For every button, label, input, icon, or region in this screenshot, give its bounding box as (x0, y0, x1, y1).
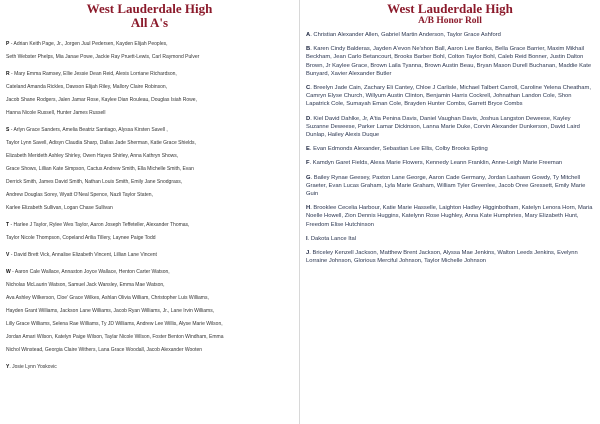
student-names: . Brooklee Cecelia Harbour, Katie Marie Hasselle, Laighton Hadley Higginbotham, Katelyn Lenora Horn, Maria Noelle Howell, Zion Dennis Huggins, Katelynn Rose Hughley, Anna Kate Humphries, Mary Elizabeth Hunt, Freedom Elise Hutchinson (306, 205, 593, 228)
section-letter: A (306, 32, 311, 38)
name-line (6, 318, 293, 331)
name-line (6, 189, 293, 202)
student-names: Cateland Amanda Rickles, Dawson Elijah Riley, Mallory Claire Robinson, (6, 84, 168, 90)
student-names: . Kiel David Dahlke, Jr, A'tia Penina Davis, Daniel Vaughan Davis, Joshua Langston Deweese, Kayley Suzanne Deweese, Parker Lamar Dickinson, Lanna Marie Duke, Corvin Alexander Dunkerson, David Laird Dunlap, Hailey Alexis Duque (306, 115, 580, 139)
name-line (6, 163, 293, 176)
all-as-list (6, 38, 293, 374)
student-names: Jacob Shane Rodgers, Jalen Jamar Rose, Kaylee Dian Rouleau, Douglas Isiah Rowe, (6, 97, 197, 103)
ab-honor-roll-heading: A/B Honor Roll (418, 16, 482, 26)
name-line (6, 361, 293, 374)
name-line (6, 124, 293, 137)
student-names: - David Brett Vick, Annalise Elizabeth Vincent, Lillian Lane Vincent (9, 252, 157, 258)
name-line (6, 292, 293, 305)
section-letter: T (6, 222, 10, 228)
name-line (6, 305, 293, 318)
student-names: . Dakota Lance Ital (307, 235, 356, 242)
student-names: Taylor Nicole Thompson, Copeland Arilia Tillery, Laynee Paige Todd (6, 235, 156, 241)
ab-honor-roll-column (300, 0, 600, 424)
section-letter: W (6, 269, 11, 275)
name-line (6, 107, 293, 120)
letter-group (306, 204, 594, 229)
student-names: Nicholas McLaurin Watson, Samuel Jack Wansley, Emma Mae Watson, (6, 282, 165, 288)
section-letter: E (306, 146, 310, 153)
letter-group (306, 159, 594, 167)
name-line (6, 266, 293, 279)
name-line (6, 51, 293, 64)
student-names: . Briceley Kenzell Jackson, Matthew Brent Jackson, Alyssa Mae Jenkins, Walton Leeds Jenkins, Evelynn Lorraine Johnson, Glorious Merciful Johnson, Taylor Michelle Johnson (306, 250, 578, 265)
student-names: - Mary Emma Ramsey, Ellie Jessie Dean Reid, Alexis Lorriane Richardson, (9, 71, 177, 77)
student-names: Hayden Grant Williams, Jackson Lane Williams, Jacob Ryan Williams, Jr., Lane Irvin Williams, (6, 308, 215, 314)
student-names: Derrick Smith, James David Smith, Nathan Louis Smith, Emily Jane Snodgrass, (6, 179, 183, 185)
student-names: Hanna Nicole Russell, Hunter James Russell (6, 110, 106, 116)
section-letter: Y (6, 364, 10, 370)
name-line (6, 279, 293, 292)
name-line (6, 38, 293, 51)
name-line (6, 176, 293, 189)
student-names: - Harlee J Taylor, Rylee Wes Taylor, Aaron Joseph Teffeteller, Alexander Thomas, (9, 222, 190, 228)
student-names: Andrew Douglas Sorey, Wyatt O'Neal Spence, Nazli Taylor Staten, (6, 192, 153, 198)
student-names: . Christian Alexander Allen, Gabriel Martin Anderson, Taylor Grace Ashford (310, 32, 501, 38)
all-as-heading: All A's (130, 15, 169, 30)
letter-group (306, 174, 594, 199)
name-line (6, 150, 293, 163)
name-line (6, 68, 293, 81)
student-names: . Breelyn Jade Cain, Zachary Eli Cantey, Chloe J Carlisle, Michael Talbert Carroll, Caroline Yelena Cheatham, Camryn Elyse Church, Willyum Austin Clinton, Benjamin Harris Cockrell, Johnathan Landon Cole, Shon Lapatrick Cole, Sumayah Eman Cole, Brayden Hunter Combs, Garrett Bryce Combs (306, 85, 591, 108)
section-letter: H (306, 205, 311, 212)
section-letter: F (306, 160, 310, 167)
section-letter: G (306, 174, 311, 181)
student-names: Lilly Grace Williams, Selena Rae Williams, Ty JD Williams, Andrew Lee Willis, Alyse Marie Wilson, (6, 321, 223, 327)
ab-honor-roll-list (306, 31, 594, 265)
letter-group (306, 84, 594, 109)
student-names: - Adrian Keith Page, Jr., Jorgen Juul Pedersen, Kayden Elijah Peoples, (9, 41, 168, 47)
student-names: Elizabeth Merideth Ashley Shirley, Owen Hayes Shirley, Anna Kathryn Shows, (6, 153, 179, 159)
student-names: - Aaron Cale Wallace, Annaston Joyce Wallace, Henton Carter Watson, (10, 269, 170, 275)
section-letter: J (306, 250, 310, 257)
name-line (6, 202, 293, 215)
left-school-title: West Lauderdale High (86, 1, 213, 16)
name-line (6, 232, 293, 245)
letter-group (306, 235, 594, 243)
section-letter: P (6, 41, 10, 47)
name-line (6, 137, 293, 150)
section-letter: R (6, 71, 10, 77)
name-line (6, 344, 293, 357)
letter-group (306, 115, 594, 140)
student-names: Ava Ashley Wilkerson, Cloe' Grace Wilkes, Ashlan Olivia William, Christopher Luis Williams, (6, 295, 209, 301)
section-letter: D (306, 115, 311, 122)
student-names: Karlee Elizabeth Sullivan, Logan Chase Sullivan (6, 205, 113, 211)
student-names: Jordan Amari Wilson, Katelyn Paige Wilson, Taylar Nicole Wilson, Foster Benton Windham, Emma (6, 334, 224, 340)
student-names: Nichol Winstead, Georgia Claire Withers, Lana Grace Woodall, Jacob Alexander Wooten (6, 347, 203, 353)
letter-group (306, 31, 594, 39)
letter-group (306, 249, 594, 265)
right-school-title: West Lauderdale High (387, 1, 513, 16)
letter-group (306, 45, 594, 78)
name-line (6, 81, 293, 94)
student-names: . Karen Cindy Balderas, Jayden A'evon Ne'shon Ball, Aaron Lee Banks, Bella Grace Barrier, Maxim Mikhail Beckham, Jean Carlo Betancourt, Brooks Barber Bohl, Colton Taylor Bohl, Caleb Reid Bonner, Justin Dalton Brown, Jr Kaylee Grace, Brown Laila Tyanna, Brown Austin Beau, Bryan Mason Durell Buchanan, Maddie Kate Bunyard, Xavier Alexander Butler (306, 46, 592, 77)
student-names: . Evan Edmonds Alexander, Sebastian Lee Ellis, Colby Brooks Epting (309, 146, 488, 153)
section-letter: C (306, 85, 311, 92)
name-line (6, 331, 293, 344)
student-names: . Bailey Rynae Geesey, Paxton Lane George, Aaron Cade Germany, Jordan Lashawn Gowdy, Ty Mitchell Graeter, Evan Lucas Graham, Lyla Marie Graham, William Tyler Greenlee, Jacob Oree Gressett, Emily Marie Guin (306, 174, 586, 198)
student-names: Grace Shows, Lillian Kate Simpson, Cactus Andrew Smith, Ella Michelle Smith, Evan (6, 166, 194, 172)
section-letter: B (306, 46, 311, 53)
letter-group (306, 145, 594, 153)
section-letter: V (6, 252, 10, 258)
student-names: . Josie Lynn Yoskovic (9, 364, 57, 370)
section-letter: I (306, 235, 308, 242)
name-line (6, 94, 293, 107)
name-line (6, 249, 293, 262)
section-letter: S (6, 127, 10, 133)
name-line (6, 219, 293, 232)
student-names: Seth Webster Phelps, Mia Janae Powe, Jackie Ray Pruett-Lewis, Carl Raymond Pulver (6, 54, 200, 60)
student-names: - Arlyn Grace Sanders, Amelia Beatriz Santiago, Alyssa Kirsten Savell , (9, 127, 168, 133)
student-names: . Kamdyn Garet Fields, Alexa Marie Flowers, Kennedy Leann Franklin, Anne-Leigh Marie Freeman (309, 160, 563, 167)
student-names: Taylor Lynn Savell, Adisyn Claudia Sharp, Dallas Jade Sherman, Katie Grace Shields, (6, 140, 196, 146)
